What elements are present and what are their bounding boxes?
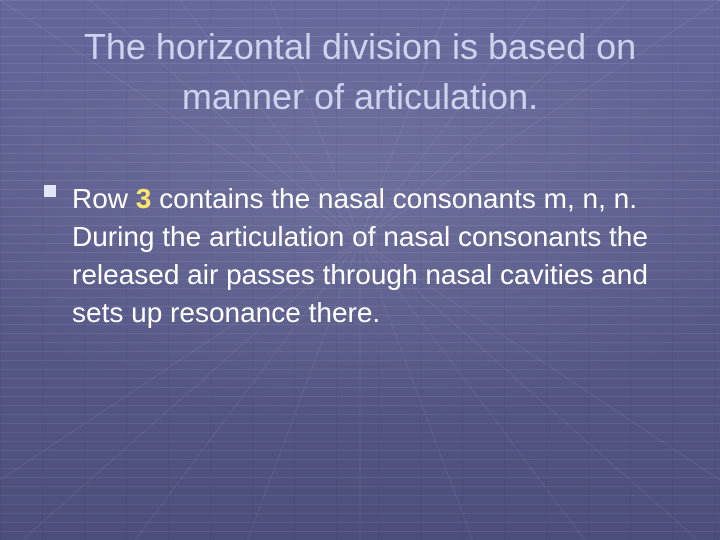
bullet-prefix: Row: [72, 183, 136, 214]
square-bullet-icon: [44, 185, 56, 197]
row-number-highlight: 3: [135, 183, 152, 214]
bullet-body: contains the nasal consonants m, n, n. During the articulation of nasal consonants the released air passes through nasal cavities and sets up resonance there.: [72, 183, 648, 328]
bullet-text: [72, 180, 652, 332]
slide-title: The horizontal division is based on manner of articulation.: [83, 26, 637, 117]
